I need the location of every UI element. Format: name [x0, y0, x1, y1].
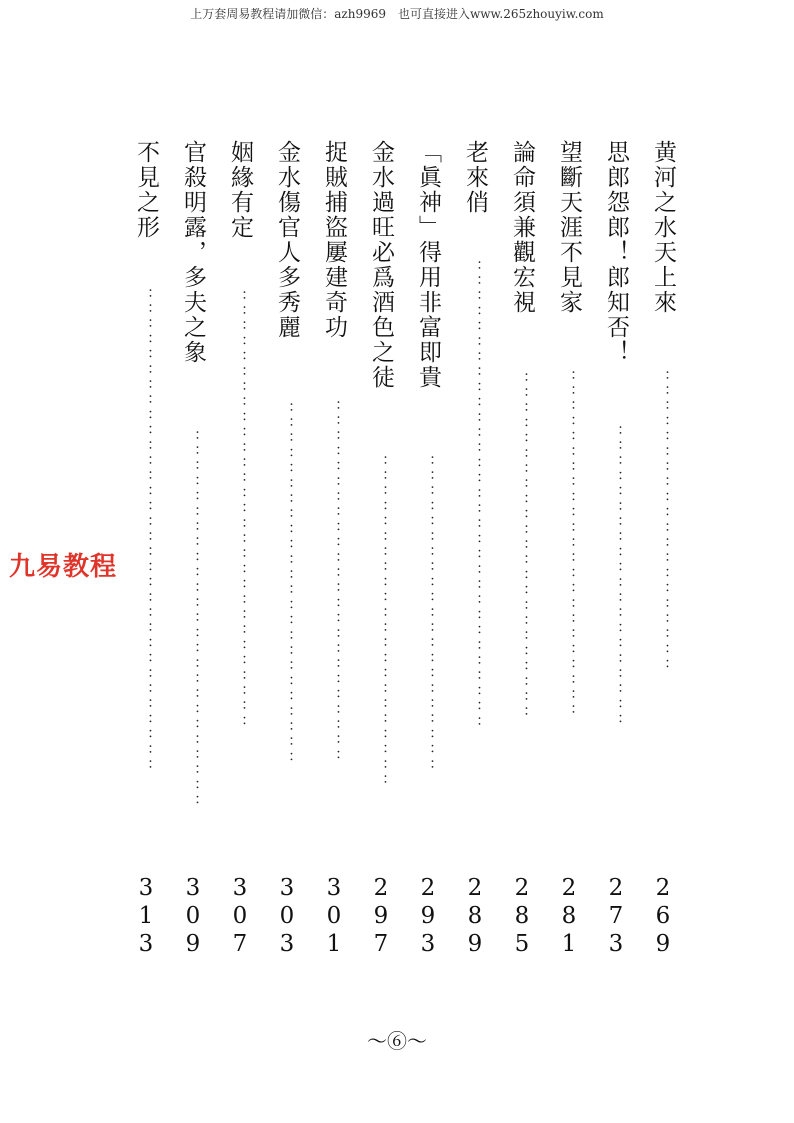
toc-entry-title: 捉賊捕盜屢建奇功: [321, 140, 347, 340]
toc-entry-title: 金水傷官人多秀麗: [274, 140, 300, 340]
toc-leader-dots: ：：：：：：：：：：：：：：：：：：：：：：：: [514, 372, 530, 722]
toc-entry[interactable]: [220, 140, 260, 970]
toc-leader-dots: ：：：：：：：：：：：：：：：：：：：：：：：：: [279, 402, 295, 767]
toc-entry-title: 論命須兼觀宏視: [509, 140, 535, 315]
toc-entry-page: 303: [274, 875, 300, 959]
toc-entry-page: 289: [462, 875, 488, 959]
toc-entry-page: 293: [415, 875, 441, 959]
toc-entry[interactable]: [455, 140, 495, 970]
toc-entry[interactable]: [408, 140, 448, 970]
toc-entry[interactable]: [267, 140, 307, 970]
toc-entry-page: 297: [368, 875, 394, 959]
toc-entry-title: 望斷天涯不見家: [556, 140, 582, 315]
toc-entry[interactable]: [314, 140, 354, 970]
toc-entry-page: 301: [321, 875, 347, 959]
toc-entry-page: 313: [133, 875, 159, 959]
toc-entry-page: 269: [650, 875, 676, 959]
toc-entry[interactable]: [502, 140, 542, 970]
header-note: 上万套周易教程请加微信：azh9969 也可直接进入www.265zhouyiw.com: [190, 7, 604, 21]
toc-entry-page: 307: [227, 875, 253, 959]
watermark-logo: 九易教程: [7, 546, 119, 583]
toc-leader-dots: ：：：：：：：：：：：：：：：：：：：：：: [420, 455, 436, 775]
table-of-contents: [118, 140, 688, 970]
toc-leader-dots: ：：：：：：：：：：：：：：：：：：：：：：：：：：：：：：：: [467, 260, 483, 732]
toc-leader-dots: ：：：：：：：：：：：：：：：：：：：：：：：: [561, 370, 577, 720]
toc-entry-title: 金水過旺必爲酒色之徒: [368, 140, 394, 390]
toc-entry-title: 思郎怨郎！郎知否！: [603, 140, 629, 365]
toc-entry[interactable]: [549, 140, 589, 970]
toc-leader-dots: ：：：：：：：：：：：：：：：：：：：：：：：：：: [185, 430, 201, 810]
toc-entry-page: 273: [603, 875, 629, 959]
toc-entry-title: 官殺明露，多夫之象: [180, 140, 206, 365]
toc-leader-dots: ：：：：：：：：：：：：：：：：：：：：：：：：：：：：：：：：: [138, 288, 154, 775]
page-number: ～⑥～: [367, 1029, 427, 1053]
toc-entry-title: 老來俏: [462, 140, 488, 215]
toc-entry[interactable]: [596, 140, 636, 970]
toc-leader-dots: ：：：：：：：：：：：：：：：：：：：：: [608, 425, 624, 729]
toc-entry-title: 黄河之水天上來: [650, 140, 676, 315]
toc-entry-title: 不見之形: [133, 140, 159, 240]
toc-leader-dots: ：：：：：：：：：：：：：：：：：：：：：：：：：：：：：: [232, 290, 248, 731]
toc-entry[interactable]: [126, 140, 166, 970]
toc-entry-page: 309: [180, 875, 206, 959]
toc-entry-page: 281: [556, 875, 582, 959]
toc-leader-dots: ：：：：：：：：：：：：：：：：：：：：：：：：: [326, 400, 342, 765]
toc-entry-page: 285: [509, 875, 535, 959]
toc-entry[interactable]: [173, 140, 213, 970]
toc-entry[interactable]: [643, 140, 683, 970]
toc-entry-title: 姻緣有定: [227, 140, 253, 240]
toc-entry-title: 「眞神」得用非富即貴: [415, 140, 441, 390]
toc-leader-dots: ：：：：：：：：：：：：：：：：：：：：: [655, 370, 671, 674]
toc-entry[interactable]: [361, 140, 401, 970]
toc-leader-dots: ：：：：：：：：：：：：：：：：：：：：：：: [373, 455, 389, 790]
